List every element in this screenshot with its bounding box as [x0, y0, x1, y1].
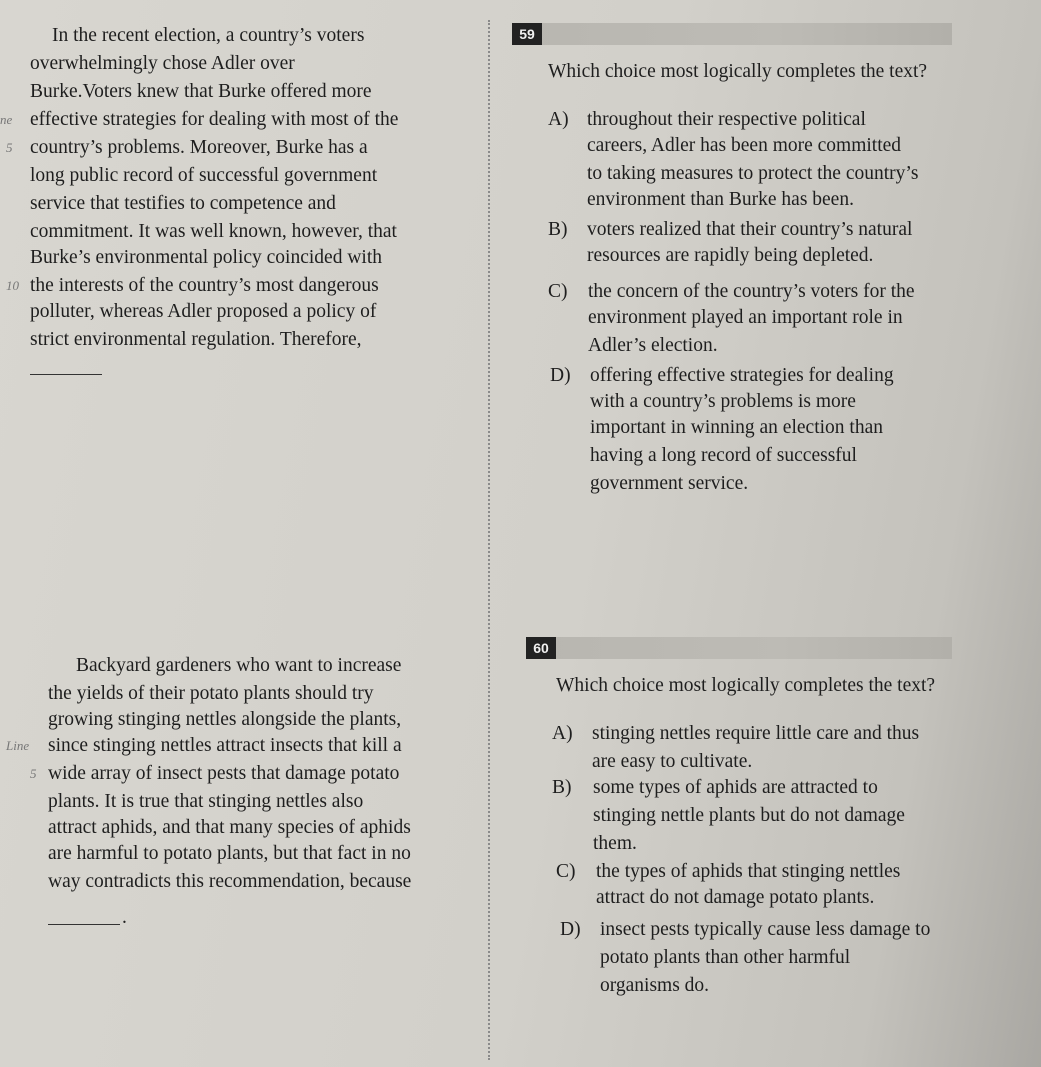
passage-line: since stinging nettles attract insects that kill a: [48, 735, 402, 756]
passage-line: plants. It is true that stinging nettles also: [48, 791, 364, 812]
choice-letter: B): [548, 219, 568, 240]
choice-text: stinging nettle plants but do not damage: [593, 805, 905, 826]
choice-letter: D): [560, 919, 581, 940]
choice-letter: B): [552, 777, 572, 798]
choice-text: them.: [593, 833, 637, 854]
choice-text: attract do not damage potato plants.: [596, 887, 875, 908]
passage-line: country’s problems. Moreover, Burke has a: [30, 137, 368, 158]
passage-line: strict environmental regulation. Therefore,: [30, 329, 362, 350]
q60-header-bar: [526, 637, 952, 659]
answer-blank: [30, 374, 102, 375]
column-divider: [488, 20, 490, 1060]
choice-text: the types of aphids that stinging nettles: [596, 861, 901, 882]
choice-text: throughout their respective political: [587, 109, 866, 130]
choice-text: environment than Burke has been.: [587, 189, 854, 210]
line-number-10: 10: [6, 278, 19, 293]
passage-line: the yields of their potato plants should try: [48, 683, 374, 704]
choice-text: resources are rapidly being depleted.: [587, 245, 874, 266]
q60-question-stem: Which choice most logically completes the text?: [556, 675, 936, 696]
blank-period: .: [122, 907, 127, 928]
choice-text: potato plants than other harmful: [600, 947, 851, 968]
choice-text: the concern of the country’s voters for the: [588, 281, 915, 302]
question-number: 60: [526, 637, 556, 659]
choice-text: having a long record of successful: [590, 445, 857, 466]
passage-line: the interests of the country’s most dangerous: [30, 275, 379, 296]
line-marker: Line: [6, 738, 30, 753]
passage-line: growing stinging nettles alongside the plants,: [48, 709, 402, 730]
question-number: 59: [512, 23, 542, 45]
passage-line: polluter, whereas Adler proposed a policy of: [30, 301, 377, 322]
q59-question-stem: Which choice most logically completes the text?: [548, 61, 928, 82]
choice-text: are easy to cultivate.: [592, 751, 753, 772]
q59-header-bar: [512, 23, 952, 45]
choice-text: stinging nettles require little care and thus: [592, 723, 920, 744]
choice-letter: A): [552, 723, 573, 744]
passage-line: way contradicts this recommendation, because: [48, 871, 412, 892]
choice-text: to taking measures to protect the country’s: [587, 163, 919, 184]
choice-text: organisms do.: [600, 975, 710, 996]
passage-line: are harmful to potato plants, but that fact in no: [48, 843, 411, 864]
choice-text: environment played an important role in: [588, 307, 903, 328]
choice-text: offering effective strategies for dealing: [590, 365, 894, 386]
choice-text: careers, Adler has been more committed: [587, 135, 902, 156]
passage-line: Backyard gardeners who want to increase: [76, 655, 402, 676]
passage-line: Burke’s environmental policy coincided with: [30, 247, 382, 268]
passage-line: Burke.Voters knew that Burke offered more: [30, 81, 372, 102]
line-number-5: 5: [30, 766, 37, 781]
line-marker: ne: [0, 112, 13, 127]
choice-text: government service.: [590, 473, 749, 494]
choice-text: voters realized that their country’s natural: [587, 219, 913, 240]
choice-letter: C): [556, 861, 576, 882]
answer-blank: [48, 924, 120, 925]
passage-line: commitment. It was well known, however, that: [30, 221, 397, 242]
choice-text: some types of aphids are attracted to: [593, 777, 878, 798]
choice-text: with a country’s problems is more: [590, 391, 856, 412]
passage-line: wide array of insect pests that damage potato: [48, 763, 400, 784]
line-number-5: 5: [6, 140, 13, 155]
passage-line: long public record of successful government: [30, 165, 378, 186]
choice-letter: D): [550, 365, 571, 386]
choice-text: insect pests typically cause less damage to: [600, 919, 931, 940]
choice-text: Adler’s election.: [588, 335, 718, 356]
choice-letter: C): [548, 281, 568, 302]
passage-line: In the recent election, a country’s voters: [52, 25, 365, 46]
choice-text: important in winning an election than: [590, 417, 883, 438]
passage-line: overwhelmingly chose Adler over: [30, 53, 295, 74]
passage-line: service that testifies to competence and: [30, 193, 336, 214]
passage-line: effective strategies for dealing with most of the: [30, 109, 399, 130]
passage-line: attract aphids, and that many species of aphids: [48, 817, 411, 838]
choice-letter: A): [548, 109, 569, 130]
